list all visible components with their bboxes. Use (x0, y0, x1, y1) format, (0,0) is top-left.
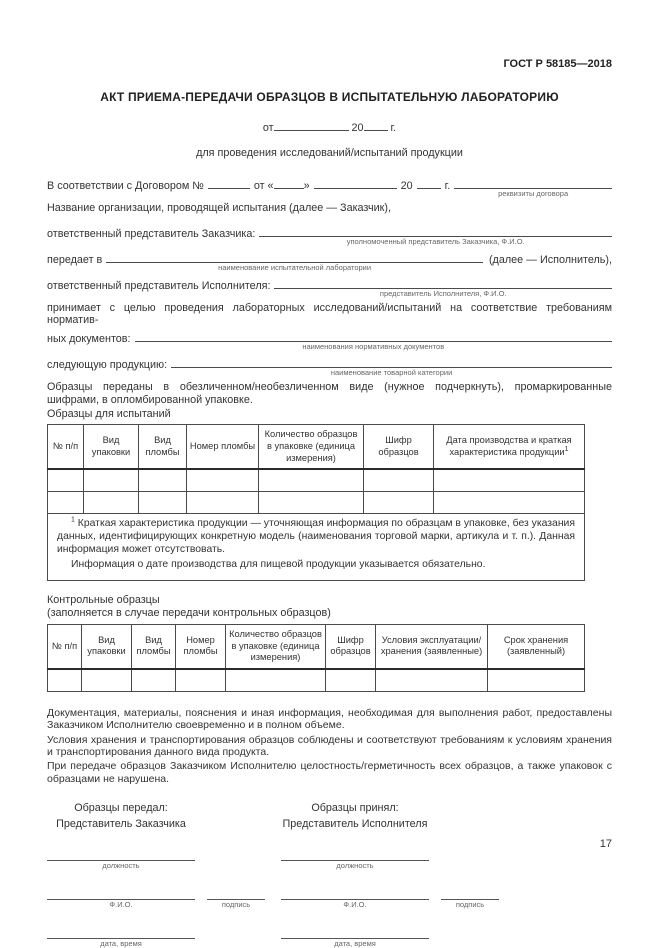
executor-rep-caption: представитель Исполнителя, Ф.И.О. (379, 289, 507, 298)
position-caption: должность (336, 861, 374, 871)
agreement-number-blank (208, 177, 250, 189)
position-line (281, 846, 429, 871)
page-number: 17 (599, 838, 612, 850)
customer-rep-label: ответственный представитель Заказчика: (47, 228, 256, 240)
date-year-suffix: г. (390, 122, 397, 134)
footnote-cell (48, 514, 585, 581)
footnote-paragraph (57, 518, 575, 556)
transfers-label: передает в (47, 254, 103, 266)
marking-note: Образцы переданы в обезличенном/необезличенном виде (нужное подчеркнуть), промаркированные шифрами, в опломбированной упаковке. (47, 381, 612, 406)
test-table-header-cell: Вид упаковки (84, 425, 139, 469)
transferor-role: Представитель Заказчика (56, 818, 186, 831)
empty-cell (434, 492, 585, 514)
name-caption: Ф.И.О. (343, 900, 367, 910)
year-blank (364, 119, 388, 131)
position-caption: должность (102, 861, 140, 871)
control-samples-table (47, 624, 585, 692)
empty-cell (48, 492, 84, 514)
customer-rep-blank (259, 224, 612, 246)
test-table-header-cell: № п/п (48, 425, 84, 469)
empty-cell (488, 669, 585, 692)
control-table-header-cell: Вид пломбы (132, 625, 176, 669)
normative-docs-line (47, 329, 612, 351)
receiver-signature-column (281, 802, 499, 948)
control-table-header-cell: № п/п (48, 625, 82, 669)
agreement-line (47, 176, 612, 198)
empty-cell (48, 469, 84, 492)
datetime-line (47, 924, 195, 948)
docs-label: ных документов: (47, 333, 131, 345)
transferor-heading: Образцы передал: (74, 802, 168, 815)
empty-cell (434, 469, 585, 492)
datetime-line (281, 924, 429, 948)
customer-rep-line (47, 224, 612, 246)
document-title: АКТ ПРИЕМА-ПЕРЕДАЧИ ОБРАЗЦОВ В ИСПЫТАТЕЛЬНУЮ ЛАБОРАТОРИЮ (100, 90, 559, 104)
empty-cell (364, 492, 434, 514)
control-table-header-cell: Вид упаковки (82, 625, 132, 669)
accepts-line: принимает с целью проведения лабораторных исследований/испытаний на соответствие требованиям норматив- (47, 302, 612, 326)
date-year: 20 (351, 122, 364, 134)
empty-cell (259, 469, 364, 492)
signature-caption: подпись (455, 900, 485, 910)
products-line (47, 355, 612, 377)
products-caption: наименование товарной категории (330, 368, 453, 377)
statement: При передаче образцов Заказчиком Исполнителю целостность/герметичность всех образцов, а также упаковок с образцами не нарушена. (47, 760, 612, 785)
test-table-header-cell: Номер пломбы (187, 425, 259, 469)
empty-cell (48, 669, 82, 692)
name-caption: Ф.И.О. (109, 900, 133, 910)
lab-caption: наименование испытательной лаборатории (218, 263, 372, 272)
products-blank (171, 355, 612, 377)
control-table-header-cell: Количество образцов в упаковке (единица измерения) (226, 625, 326, 669)
empty-cell (187, 469, 259, 492)
test-table-header-cell: Дата производства и краткая характеристика продукции$^1$ (434, 425, 585, 469)
agreement-from-label: от « (253, 180, 274, 192)
empty-cell (139, 492, 187, 514)
executor-rep-label: ответственный представитель Исполнителя: (47, 280, 271, 292)
lab-name-blank (106, 250, 483, 272)
standard-number: ГОСТ Р 58185—2018 (503, 58, 612, 70)
agreement-prefix: В соответствии с Договором № (47, 180, 204, 192)
date-from-label: от (262, 122, 274, 134)
statement: Документация, материалы, пояснения и иная информация, необходимая для выполнения работ, предоставлены Заказчиком Исполнителю своевременно и в полном объеме. (47, 706, 612, 732)
test-table-header-row (48, 425, 585, 469)
footnote-reference: 1 (564, 445, 569, 453)
executor-rep-line (47, 276, 612, 298)
control-table-header-cell: Условия эксплуатации/хранения (заявленные) (376, 625, 488, 669)
closing-statements (47, 707, 612, 785)
empty-cell (364, 469, 434, 492)
name-line (281, 885, 429, 910)
document-subtitle: для проведения исследований/испытаний продукции (196, 147, 463, 159)
position-row (47, 830, 265, 871)
empty-cell (187, 492, 259, 514)
executor-suffix: (далее — Исполнитель), (488, 254, 612, 266)
datetime-caption: дата, время (334, 939, 376, 948)
customer-rep-caption: уполномоченный представитель Заказчика, Ф.И.О. (346, 237, 525, 246)
agreement-year-blank (417, 177, 441, 189)
docs-caption: наименования нормативных документов (302, 342, 445, 351)
position-row (281, 830, 499, 871)
test-table-empty-row (48, 492, 585, 514)
signature-block (47, 802, 612, 948)
receiver-heading: Образцы принял: (311, 802, 399, 815)
transfers-line (47, 250, 612, 272)
agreement-caption: реквизиты договора (498, 189, 569, 198)
test-samples-table (47, 424, 585, 581)
control-table-header-cell: Срок хранения (заявленный) (488, 625, 585, 669)
products-label: следующую продукцию: (47, 359, 168, 371)
empty-cell (376, 669, 488, 692)
test-table-header-cell: Вид пломбы (139, 425, 187, 469)
agreement-quote-close: » (303, 180, 310, 192)
docs-blank (135, 329, 612, 351)
signature-line (207, 885, 265, 910)
date-blank (274, 119, 349, 131)
empty-cell (139, 469, 187, 492)
control-table-header-row (48, 625, 585, 669)
empty-cell (226, 669, 326, 692)
empty-cell (176, 669, 226, 692)
control-samples-subtitle: (заполняется в случае передачи контрольных образцов) (47, 607, 331, 620)
signature-caption: подпись (221, 900, 251, 910)
agreement-details-blank (454, 176, 612, 198)
empty-cell (82, 669, 132, 692)
test-table-header-cell: Количество образцов в упаковке (единица измерения) (259, 425, 364, 469)
footnote-text: Краткая характеристика продукции — уточняющая информация по образцам в упаковке, без указания данных, идентифицирующих конкретную модель (наименования торговой марки, артикула и т. п.). Данная информация может отсутствовать. (57, 518, 575, 555)
control-table-header-cell: Номер пломбы (176, 625, 226, 669)
agreement-year: 20 (400, 180, 413, 192)
agreement-month-blank (314, 177, 397, 189)
datetime-caption: дата, время (100, 939, 142, 948)
signature-line (441, 885, 499, 910)
customer-line: Название организации, проводящей испытания (далее — Заказчик), (47, 202, 391, 214)
empty-cell (84, 492, 139, 514)
control-table-header-cell: Шифр образцов (326, 625, 376, 669)
empty-cell (259, 492, 364, 514)
test-table-empty-row (48, 469, 585, 492)
control-samples-title: Контрольные образцы (47, 594, 160, 607)
test-samples-title: Образцы для испытаний (47, 408, 171, 421)
empty-cell (326, 669, 376, 692)
agreement-year-suffix: г. (444, 180, 451, 192)
footnote-paragraph-2: Информация о дате производства для пищевой продукции указывается обязательно. (71, 559, 486, 571)
test-table-header-cell: Шифр образцов (364, 425, 434, 469)
empty-cell (132, 669, 176, 692)
control-table-empty-row (48, 669, 585, 692)
transferor-signature-column (47, 802, 265, 948)
receiver-role: Представитель Исполнителя (282, 818, 428, 831)
statement: Условия хранения и транспортирования образцов соблюдены и соответствуют требованиям к условиям хранения и транспортирования данного вида продукта. (47, 733, 612, 758)
executor-rep-blank (274, 276, 612, 298)
position-line (47, 846, 195, 871)
name-line (47, 885, 195, 910)
agreement-day-blank (274, 177, 304, 189)
footnote-marker: 1 (71, 516, 75, 524)
empty-cell (84, 469, 139, 492)
test-table-footnote-row (48, 514, 585, 581)
date-line (47, 119, 612, 134)
